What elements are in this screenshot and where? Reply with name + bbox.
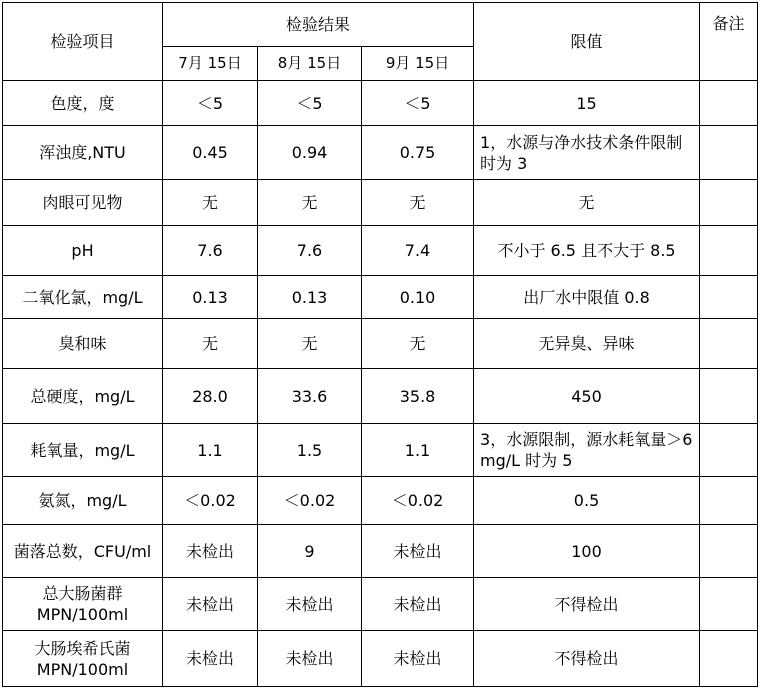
limit-cell: 不得检出 <box>474 631 700 687</box>
header-date-aug: 8月 15日 <box>258 47 362 81</box>
limit-cell: 0.5 <box>474 477 700 525</box>
table-row <box>3 477 758 525</box>
table-row <box>3 424 758 477</box>
remark-cell <box>700 126 758 180</box>
value-cell: 无 <box>362 180 474 226</box>
value-cell: 7.6 <box>258 226 362 276</box>
value-cell: 9 <box>258 525 362 578</box>
header-result: 检验结果 <box>163 3 474 47</box>
value-cell: 0.13 <box>258 276 362 319</box>
header-date-sep: 9月 15日 <box>362 47 474 81</box>
table-row <box>3 525 758 578</box>
value-cell: 28.0 <box>163 369 258 424</box>
value-cell: 无 <box>163 319 258 369</box>
table-row <box>3 180 758 226</box>
table-row <box>3 578 758 631</box>
item-cell: pH <box>3 226 163 276</box>
value-cell: ＜0.02 <box>258 477 362 525</box>
value-cell: ＜5 <box>258 81 362 126</box>
value-cell: 0.75 <box>362 126 474 180</box>
table-row <box>3 319 758 369</box>
header-limit: 限值 <box>474 3 700 81</box>
limit-cell: 100 <box>474 525 700 578</box>
remark-cell <box>700 276 758 319</box>
limit-cell: 15 <box>474 81 700 126</box>
value-cell: 1.1 <box>362 424 474 477</box>
value-cell: 未检出 <box>163 631 258 687</box>
table-row <box>3 276 758 319</box>
header-item: 检验项目 <box>3 3 163 81</box>
header-row <box>3 3 758 47</box>
item-cell: 肉眼可见物 <box>3 180 163 226</box>
value-cell: 无 <box>163 180 258 226</box>
value-cell: 1.5 <box>258 424 362 477</box>
value-cell: 35.8 <box>362 369 474 424</box>
value-cell: 未检出 <box>258 631 362 687</box>
remark-cell <box>700 226 758 276</box>
value-cell: 0.94 <box>258 126 362 180</box>
value-cell: ＜5 <box>362 81 474 126</box>
item-cell: 二氧化氯，mg/L <box>3 276 163 319</box>
item-cell: 大肠埃希氏菌 MPN/100ml <box>3 631 163 687</box>
value-cell: ＜0.02 <box>163 477 258 525</box>
remark-cell <box>700 477 758 525</box>
value-cell: 未检出 <box>163 578 258 631</box>
value-cell: 33.6 <box>258 369 362 424</box>
limit-cell: 出厂水中限值 0.8 <box>474 276 700 319</box>
limit-cell: 无 <box>474 180 700 226</box>
limit-cell: 450 <box>474 369 700 424</box>
table-row <box>3 631 758 687</box>
remark-cell <box>700 631 758 687</box>
value-cell: 无 <box>362 319 474 369</box>
value-cell: 无 <box>258 180 362 226</box>
value-cell: 未检出 <box>362 525 474 578</box>
value-cell: 0.45 <box>163 126 258 180</box>
remark-cell <box>700 180 758 226</box>
value-cell: 未检出 <box>163 525 258 578</box>
limit-cell: 不得检出 <box>474 578 700 631</box>
remark-cell <box>700 525 758 578</box>
water-quality-table <box>2 2 758 687</box>
value-cell: 无 <box>258 319 362 369</box>
remark-cell <box>700 369 758 424</box>
table-row <box>3 226 758 276</box>
item-cell: 菌落总数，CFU/ml <box>3 525 163 578</box>
item-cell: 色度，度 <box>3 81 163 126</box>
item-cell: 耗氧量，mg/L <box>3 424 163 477</box>
value-cell: 0.10 <box>362 276 474 319</box>
item-cell: 总硬度，mg/L <box>3 369 163 424</box>
table-row <box>3 81 758 126</box>
value-cell: 未检出 <box>258 578 362 631</box>
remark-cell <box>700 319 758 369</box>
value-cell: ＜5 <box>163 81 258 126</box>
remark-cell <box>700 81 758 126</box>
value-cell: 7.6 <box>163 226 258 276</box>
value-cell: 未检出 <box>362 578 474 631</box>
value-cell: 1.1 <box>163 424 258 477</box>
value-cell: 未检出 <box>362 631 474 687</box>
table-row <box>3 126 758 180</box>
limit-cell: 无异臭、异味 <box>474 319 700 369</box>
limit-cell: 3，水源限制，源水耗氧量＞6 mg/L 时为 5 <box>474 424 700 477</box>
header-remark: 备注 <box>700 3 758 81</box>
limit-cell: 不小于 6.5 且不大于 8.5 <box>474 226 700 276</box>
value-cell: ＜0.02 <box>362 477 474 525</box>
item-cell: 氨氮，mg/L <box>3 477 163 525</box>
limit-cell: 1，水源与净水技术条件限制时为 3 <box>474 126 700 180</box>
remark-cell <box>700 578 758 631</box>
value-cell: 7.4 <box>362 226 474 276</box>
value-cell: 0.13 <box>163 276 258 319</box>
item-cell: 浑浊度,NTU <box>3 126 163 180</box>
item-cell: 臭和味 <box>3 319 163 369</box>
header-date-jul: 7月 15日 <box>163 47 258 81</box>
remark-cell <box>700 424 758 477</box>
table-row <box>3 369 758 424</box>
item-cell: 总大肠菌群 MPN/100ml <box>3 578 163 631</box>
